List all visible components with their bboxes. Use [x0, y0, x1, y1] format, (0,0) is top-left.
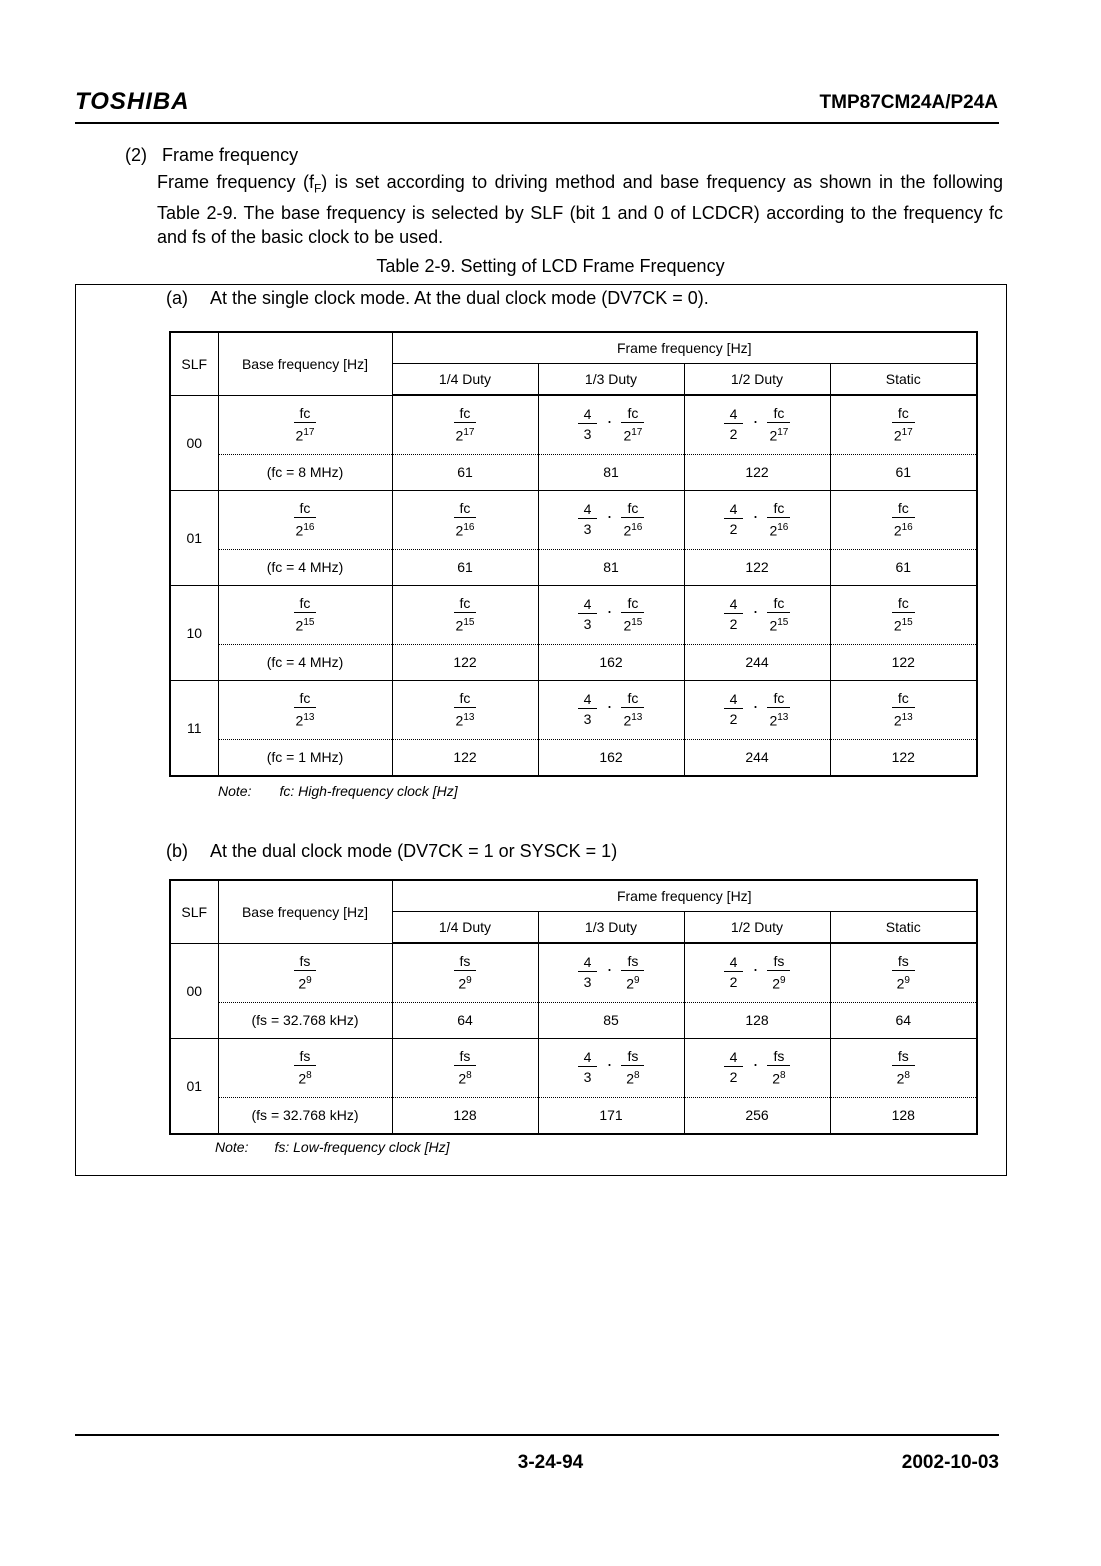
footer-rule — [75, 1434, 999, 1436]
fraction: $\frac{fc}{2^{15}}$ — [623, 594, 643, 634]
section-number: (2) — [125, 145, 147, 165]
header-duty-1-2: 1/2 Duty — [684, 912, 830, 944]
fraction: $\frac{fs}{2^9}$ — [454, 953, 477, 993]
fraction: $\frac{fc}{2^{15}}$ — [455, 594, 475, 634]
toshiba-logo: TOSHIBA — [75, 88, 190, 115]
value-duty-1-2: 122 — [684, 549, 830, 585]
formula-static — [830, 395, 977, 454]
formula-static — [830, 490, 977, 549]
formula-duty-1-2: $\frac{4}{2}$ · $\frac{fc}{2^{17}}$ — [684, 395, 830, 454]
section-heading — [125, 145, 298, 166]
base-formula — [218, 395, 392, 454]
slf-value: 00 — [170, 943, 218, 1038]
fraction: $\frac{fc}{2^{15}}$ — [295, 594, 315, 634]
fraction: $\frac{fc}{2^{15}}$ — [769, 594, 789, 634]
fraction: $\frac{fc}{2^{13}}$ — [295, 689, 315, 729]
value-static: 122 — [830, 644, 977, 680]
header-rule — [75, 122, 999, 124]
fraction: $\frac{fc}{2^{13}}$ — [769, 689, 789, 729]
slf-value: 01 — [170, 1038, 218, 1134]
fraction: $\frac{4}{3}$ — [578, 954, 598, 991]
part-a-heading: (a) At the single clock mode. At the dual clock mode (DV7CK = 0). — [166, 288, 709, 308]
base-formula — [218, 585, 392, 644]
header-frame-frequency: Frame frequency [Hz] — [392, 332, 977, 364]
value-duty-1-2: 256 — [684, 1097, 830, 1134]
slf-value: 00 — [170, 395, 218, 490]
fraction: $\frac{fs}{2^8}$ — [621, 1048, 644, 1088]
value-row — [170, 1002, 977, 1038]
value-row — [170, 1097, 977, 1134]
formula-duty-1-2: $\frac{4}{2}$ · $\frac{fs}{2^9}$ — [684, 943, 830, 1002]
value-row — [170, 454, 977, 490]
value-static: 122 — [830, 739, 977, 776]
fraction: $\frac{fs}{2^9}$ — [294, 953, 317, 993]
header-slf: SLF — [170, 332, 218, 395]
formula-duty-1-2: $\frac{4}{2}$ · $\frac{fc}{2^{13}}$ — [684, 680, 830, 739]
value-duty-1-4: 61 — [392, 549, 538, 585]
value-duty-1-2: 244 — [684, 739, 830, 776]
fraction: $\frac{fs}{2^9}$ — [892, 953, 915, 993]
formula-row — [170, 943, 977, 1002]
fraction: $\frac{fc}{2^{15}}$ — [893, 594, 913, 634]
value-static: 64 — [830, 1002, 977, 1038]
fraction: $\frac{fc}{2^{16}}$ — [769, 499, 789, 539]
fraction: $\frac{4}{2}$ — [724, 954, 744, 991]
formula-duty-1-4 — [392, 943, 538, 1002]
page-number: 3-24-94 — [517, 1452, 584, 1473]
fraction: $\frac{4}{2}$ — [724, 406, 744, 443]
fraction: $\frac{fc}{2^{17}}$ — [455, 404, 475, 444]
formula-row — [170, 585, 977, 644]
value-duty-1-3: 171 — [538, 1097, 684, 1134]
frame-frequency-table-a — [169, 331, 978, 777]
formula-duty-1-2: $\frac{4}{2}$ · $\frac{fc}{2^{16}}$ — [684, 490, 830, 549]
header-duty-1-3: 1/3 Duty — [538, 912, 684, 944]
value-duty-1-4: 128 — [392, 1097, 538, 1134]
formula-duty-1-4 — [392, 1038, 538, 1097]
formula-duty-1-3: $\frac{4}{3}$ · $\frac{fc}{2^{15}}$ — [538, 585, 684, 644]
formula-static — [830, 585, 977, 644]
formula-duty-1-3: $\frac{4}{3}$ · $\frac{fc}{2^{13}}$ — [538, 680, 684, 739]
formula-duty-1-4 — [392, 490, 538, 549]
value-duty-1-3: 81 — [538, 549, 684, 585]
document-date: 2002-10-03 — [901, 1452, 999, 1473]
fraction: $\frac{fs}{2^8}$ — [892, 1048, 915, 1088]
fraction: $\frac{fc}{2^{13}}$ — [623, 689, 643, 729]
clock-condition: (fc = 4 MHz) — [218, 644, 392, 680]
formula-duty-1-4 — [392, 680, 538, 739]
header-base-frequency: Base frequency [Hz] — [218, 880, 392, 943]
fraction: $\frac{4}{2}$ — [724, 691, 744, 728]
clock-condition: (fs = 32.768 kHz) — [218, 1002, 392, 1038]
formula-static — [830, 1038, 977, 1097]
formula-duty-1-3: $\frac{4}{3}$ · $\frac{fs}{2^9}$ — [538, 943, 684, 1002]
formula-static — [830, 680, 977, 739]
fraction: $\frac{fs}{2^9}$ — [621, 953, 644, 993]
value-static: 128 — [830, 1097, 977, 1134]
header-duty-1-4: 1/4 Duty — [392, 364, 538, 396]
header-duty-1-4: 1/4 Duty — [392, 912, 538, 944]
fraction: $\frac{fc}{2^{16}}$ — [893, 499, 913, 539]
fraction: $\frac{fc}{2^{17}}$ — [769, 404, 789, 444]
fraction: $\frac{4}{2}$ — [724, 501, 744, 538]
header-frame-frequency: Frame frequency [Hz] — [392, 880, 977, 912]
fraction: $\frac{4}{2}$ — [724, 596, 744, 633]
fraction: $\frac{fs}{2^8}$ — [294, 1048, 317, 1088]
value-duty-1-4: 122 — [392, 739, 538, 776]
header-duty-1-3: 1/3 Duty — [538, 364, 684, 396]
fraction: $\frac{4}{3}$ — [578, 1049, 598, 1086]
slf-value: 10 — [170, 585, 218, 680]
formula-duty-1-3: $\frac{4}{3}$ · $\frac{fc}{2^{16}}$ — [538, 490, 684, 549]
formula-duty-1-4 — [392, 585, 538, 644]
fraction: $\frac{fs}{2^8}$ — [767, 1048, 790, 1088]
fraction: $\frac{fs}{2^9}$ — [767, 953, 790, 993]
value-duty-1-3: 162 — [538, 739, 684, 776]
value-duty-1-4: 61 — [392, 454, 538, 490]
value-row — [170, 644, 977, 680]
header-static: Static — [830, 912, 977, 944]
value-duty-1-2: 122 — [684, 454, 830, 490]
formula-duty-1-2: $\frac{4}{2}$ · $\frac{fc}{2^{15}}$ — [684, 585, 830, 644]
formula-duty-1-3: $\frac{4}{3}$ · $\frac{fc}{2^{17}}$ — [538, 395, 684, 454]
fraction: $\frac{fc}{2^{13}}$ — [455, 689, 475, 729]
slf-value: 11 — [170, 680, 218, 776]
fraction: $\frac{fc}{2^{16}}$ — [455, 499, 475, 539]
formula-row — [170, 680, 977, 739]
value-row — [170, 549, 977, 585]
base-formula — [218, 680, 392, 739]
value-row — [170, 739, 977, 776]
note-a: Note: fc: High-frequency clock [Hz] — [218, 783, 458, 799]
formula-row — [170, 395, 977, 454]
value-duty-1-4: 122 — [392, 644, 538, 680]
formula-duty-1-2: $\frac{4}{2}$ · $\frac{fs}{2^8}$ — [684, 1038, 830, 1097]
fraction: $\frac{fc}{2^{17}}$ — [623, 404, 643, 444]
clock-condition: (fc = 8 MHz) — [218, 454, 392, 490]
formula-row — [170, 490, 977, 549]
base-formula — [218, 490, 392, 549]
base-formula — [218, 943, 392, 1002]
header-static: Static — [830, 364, 977, 396]
header-slf: SLF — [170, 880, 218, 943]
header-base-frequency: Base frequency [Hz] — [218, 332, 392, 395]
formula-static — [830, 943, 977, 1002]
fraction: $\frac{fs}{2^8}$ — [454, 1048, 477, 1088]
fraction: $\frac{4}{3}$ — [578, 501, 598, 538]
value-duty-1-2: 128 — [684, 1002, 830, 1038]
value-duty-1-3: 162 — [538, 644, 684, 680]
clock-condition: (fs = 32.768 kHz) — [218, 1097, 392, 1134]
part-b-heading: (b) At the dual clock mode (DV7CK = 1 or SYSCK = 1) — [166, 841, 618, 861]
value-duty-1-2: 244 — [684, 644, 830, 680]
formula-row — [170, 1038, 977, 1097]
header-duty-1-2: 1/2 Duty — [684, 364, 830, 396]
fraction: $\frac{fc}{2^{16}}$ — [623, 499, 643, 539]
frame-frequency-table-b — [169, 879, 978, 1135]
value-duty-1-3: 81 — [538, 454, 684, 490]
clock-condition: (fc = 4 MHz) — [218, 549, 392, 585]
fraction: $\frac{fc}{2^{17}}$ — [295, 404, 315, 444]
fraction: $\frac{4}{3}$ — [578, 691, 598, 728]
slf-value: 01 — [170, 490, 218, 585]
fraction: $\frac{4}{3}$ — [578, 406, 598, 443]
formula-duty-1-3: $\frac{4}{3}$ · $\frac{fs}{2^8}$ — [538, 1038, 684, 1097]
section-paragraph: Frame frequency $(f_F)$ is set according to driving method and base frequency as shown in the following Table 2-9. The base frequency is selected by SLF (bit 1 and 0 of LCDCR) according to the frequency fc and fs of the basic clock to be used. — [157, 172, 1003, 247]
fraction: $\frac{fc}{2^{17}}$ — [893, 404, 913, 444]
section-title: Frame frequency — [162, 145, 299, 165]
formula-duty-1-4 — [392, 395, 538, 454]
value-duty-1-4: 64 — [392, 1002, 538, 1038]
value-duty-1-3: 85 — [538, 1002, 684, 1038]
table-caption: Table 2-9. Setting of LCD Frame Frequency — [376, 256, 725, 276]
value-static: 61 — [830, 454, 977, 490]
fraction: $\frac{4}{3}$ — [578, 596, 598, 633]
note-b: Note: fs: Low-frequency clock [Hz] — [215, 1139, 450, 1155]
fraction: $\frac{fc}{2^{13}}$ — [893, 689, 913, 729]
fraction: $\frac{4}{2}$ — [724, 1049, 744, 1086]
part-number: TMP87CM24A/P24A — [819, 92, 998, 113]
base-formula — [218, 1038, 392, 1097]
value-static: 61 — [830, 549, 977, 585]
clock-condition: (fc = 1 MHz) — [218, 739, 392, 776]
fraction: $\frac{fc}{2^{16}}$ — [295, 499, 315, 539]
